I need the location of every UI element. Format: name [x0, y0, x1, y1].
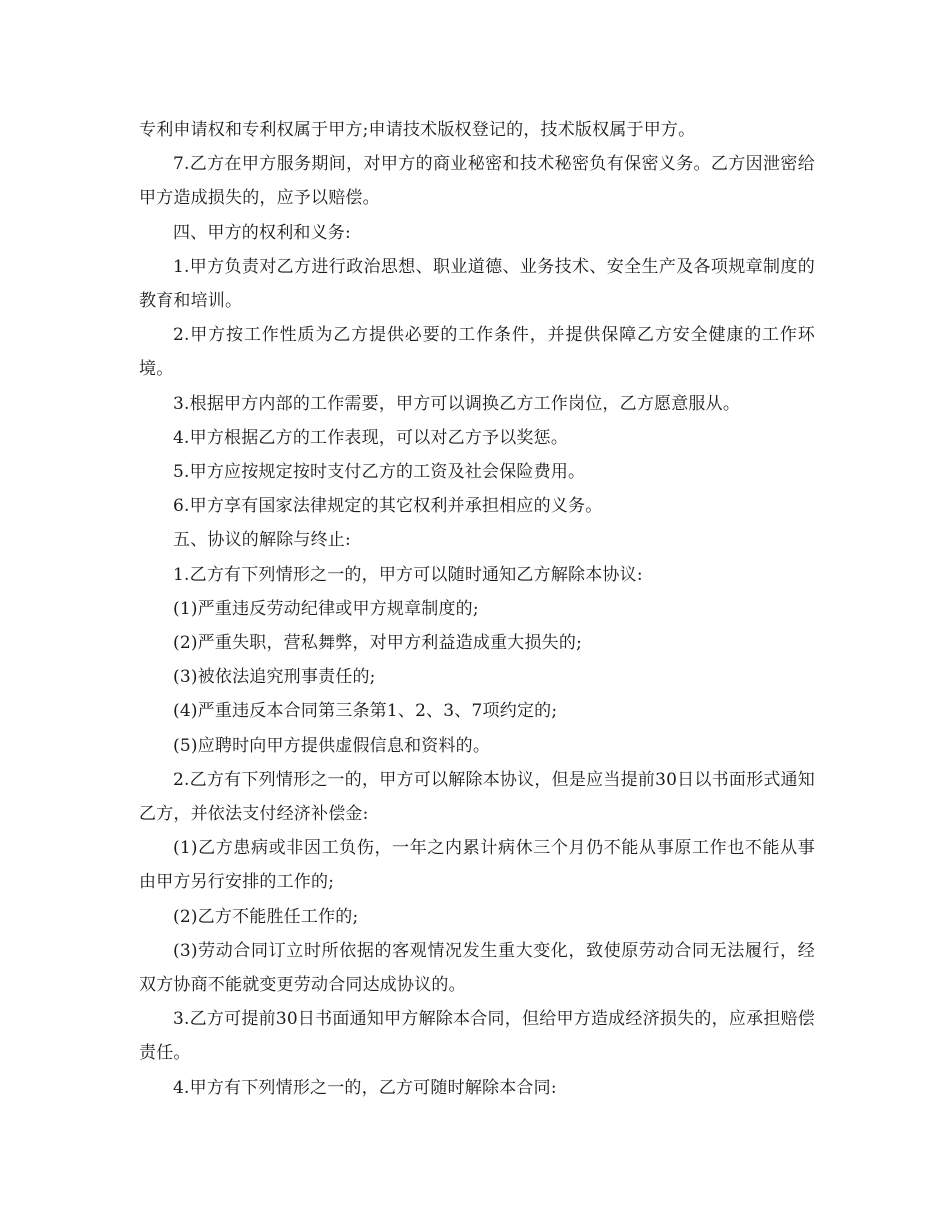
list-item-7: (2)乙方不能胜任工作的; — [173, 906, 359, 927]
paragraph-8: 6.甲方享有国家法律规定的其它权利并承担相应的义务。 — [173, 496, 603, 517]
paragraph-2: 7.乙方在甲方服务期间，对甲方的商业秘密和技术秘密负有保密义务。乙方因泄密给甲方造成损失的，应予以赔偿。 — [139, 154, 815, 209]
section-heading-5: 五、协议的解除与终止: — [173, 530, 351, 551]
document-body — [139, 113, 815, 1105]
list-item-6: (1)乙方患病或非因工负伤，一年之内累计病休三个月仍不能从事原工作也不能从事由甲方另行安排的工作的; — [139, 838, 815, 893]
paragraph-11: 3.乙方可提前30日书面通知甲方解除本合同，但给甲方造成经济损失的，应承担赔偿责任。 — [139, 1009, 815, 1064]
list-item-1: (1)严重违反劳动纪律或甲方规章制度的; — [173, 598, 479, 619]
section-heading-4: 四、甲方的权利和义务: — [173, 222, 351, 243]
paragraph-6: 4.甲方根据乙方的工作表现，可以对乙方予以奖惩。 — [173, 427, 569, 448]
list-item-3: (3)被依法追究刑事责任的; — [173, 667, 376, 688]
paragraph-4: 2.甲方按工作性质为乙方提供必要的工作条件，并提供保障乙方安全健康的工作环境。 — [139, 325, 815, 380]
paragraph-10: 2.乙方有下列情形之一的，甲方可以解除本协议，但是应当提前30日以书面形式通知乙方，并依法支付经济补偿金: — [139, 769, 815, 825]
list-item-4: (4)严重违反本合同第三条第1、2、3、7项约定的; — [173, 701, 558, 722]
list-item-8: (3)劳动合同订立时所依据的客观情况发生重大变化，致使原劳动合同无法履行，经双方协商不能就变更劳动合同达成协议的。 — [139, 940, 815, 996]
paragraph-9: 1.乙方有下列情形之一的，甲方可以随时通知乙方解除本协议: — [173, 564, 643, 585]
paragraph-1: 专利申请权和专利权属于甲方;申请技术版权登记的，技术版权属于甲方。 — [139, 120, 696, 140]
paragraph-12: 4.甲方有下列情形之一的，乙方可随时解除本合同: — [173, 1077, 557, 1098]
paragraph-3: 1.甲方负责对乙方进行政治思想、职业道德、业务技术、安全生产及各项规章制度的教育和培训。 — [139, 256, 815, 312]
paragraph-7: 5.甲方应按规定按时支付乙方的工资及社会保险费用。 — [173, 462, 586, 483]
paragraph-5: 3.根据甲方内部的工作需要，甲方可以调换乙方工作岗位，乙方愿意服从。 — [173, 393, 741, 414]
list-item-5: (5)应聘时向甲方提供虚假信息和资料的。 — [173, 735, 491, 756]
list-item-2: (2)严重失职，营私舞弊，对甲方利益造成重大损失的; — [173, 633, 583, 654]
